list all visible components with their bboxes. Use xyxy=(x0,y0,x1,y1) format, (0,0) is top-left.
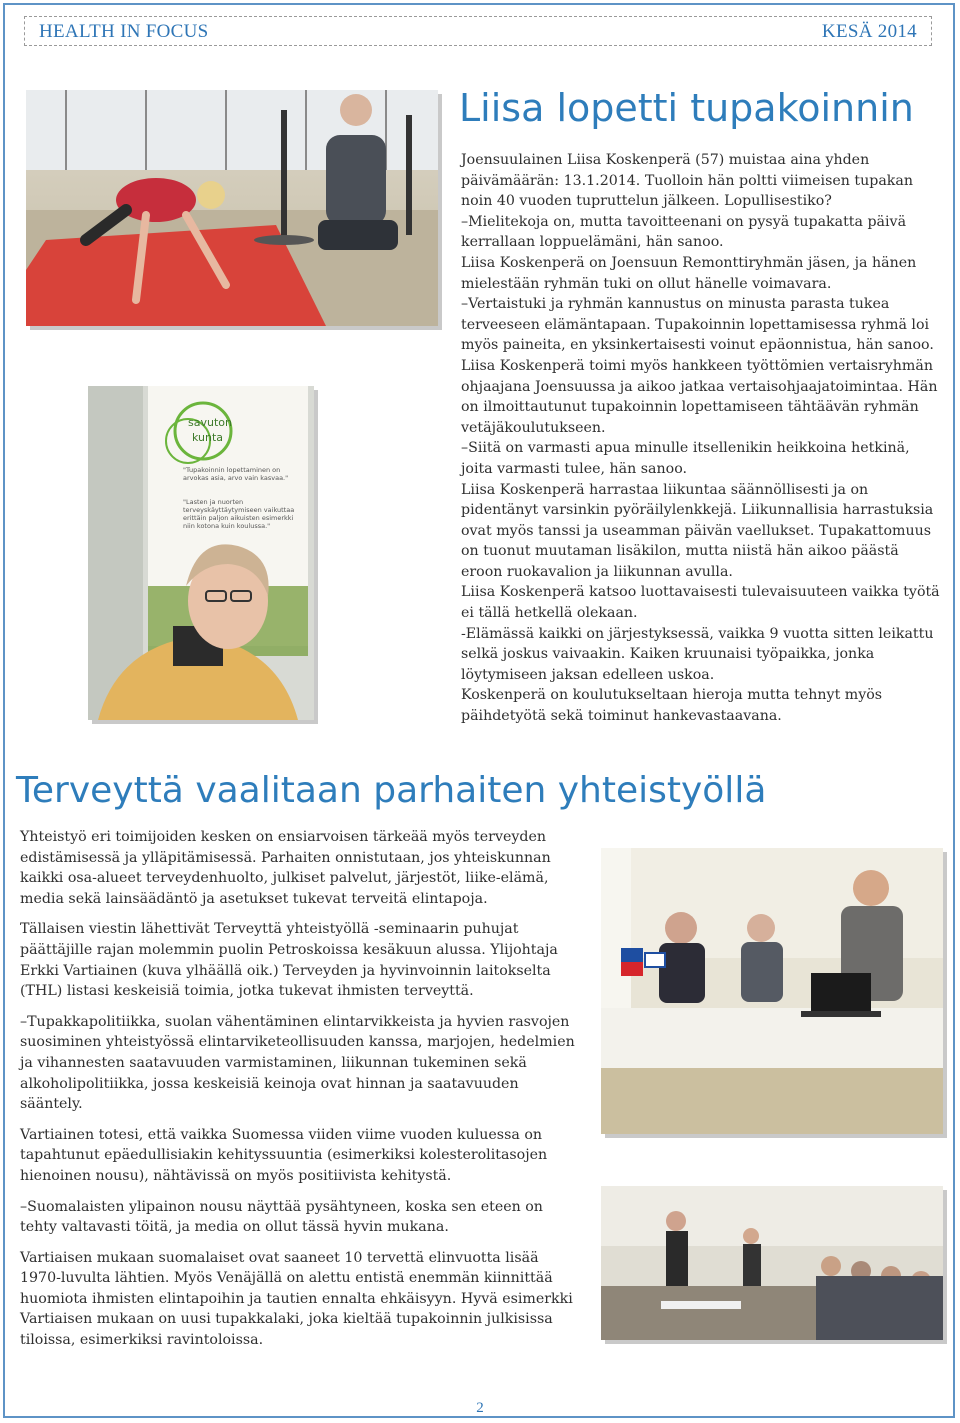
photo-portrait-illustration xyxy=(88,386,314,720)
article2-paragraph: –Tupakkapolitiikka, suolan vähentäminen elintarvikkeista ja hyvien rasvojen suosiminen yhteistyössä elintarviketeollisuuden kanssa, marjojen, hedelmien ja vihannesten saatavuuden varmistaminen, liikunnan tukeminen sekä alkoholipolitiikka, jossa keskeisiä keinoja ovat hinnan ja saatavuuden sääntely. xyxy=(20,1013,575,1113)
photo-seminar-audience xyxy=(601,1186,943,1340)
poster-logo-line1: savuton xyxy=(188,416,232,429)
photo-seminar-panel xyxy=(601,848,943,1134)
article1-paragraph: -Elämässä kaikki on järjestyksessä, vaikka 9 vuotta sitten leikattu selkä joskus vaivaakin. Kaiken kruunaisi työpaikka, jonka löytymiseen jaksan edelleen uskoa. xyxy=(461,625,934,683)
article1-paragraph: Liisa Koskenperä harrastaa liikuntaa säännöllisesti ja on pidentänyt varsinkin pyöräilylenkkejä. Liikunnallisia harrastuksia ovat myös tanssi ja useamman päivän vaellukset. Tupakattomuus on tuonut muutaman lisäkilon, mutta niistä hän aikoo päästä eroon ruokavalion ja liikunnan avulla. xyxy=(461,481,934,580)
photo-panel-illustration xyxy=(601,848,943,1134)
poster-quote-1: "Tupakoinnin lopettaminen on arvokas asia, arvo vain kasvaa." xyxy=(183,466,289,482)
article1-paragraph: Joensuulainen Liisa Koskenperä (57) muistaa aina yhden päivämäärän: 13.1.2014. Tuolloin hän poltti viimeisen tupakan noin 40 vuoden tupruttelun jälkeen. Lopullisestiko? xyxy=(461,152,913,210)
article1-paragraph: Liisa Koskenperä toimi myös hankkeen työttömien vertaisryhmän ohjaajana Joensuussa ja aikoo jatkaa vertaisohjaajatoimintaa. Hän on ilmoittautunut tupakoinnin lopettamiseen tähtäävän ryhmän vetäjäkoulutukseen. xyxy=(461,357,938,436)
article2-paragraph: Yhteistyö eri toimijoiden kesken on ensiarvoisen tärkeää myös terveyden edistämisessä ja ylläpitämisessä. Parhaiten onnistutaan, jos yhteiskunnan kaikki osa-alueet terveydenhuolto, julkiset palvelut, järjestöt, liike-elämä, media sekä lainsäädäntö ja asetukset tukevat terveitä elintapoja. xyxy=(20,829,551,907)
photo-exercise-illustration xyxy=(26,90,438,326)
article2-title: Terveyttä vaalitaan parhaiten yhteistyöllä xyxy=(16,770,767,811)
article1-title: Liisa lopetti tupakoinnin xyxy=(459,86,914,130)
page-header xyxy=(24,16,932,46)
photo-exercise-scene xyxy=(26,90,438,326)
poster-logo-line2: kunta xyxy=(192,431,224,444)
photo-portrait-poster xyxy=(88,386,314,720)
poster-quote-2: "Lasten ja nuorten terveyskäyttäytymiseen vaikuttaa erittäin paljon aikuisten esimerkki niin kotona kuin koulussa." xyxy=(183,498,295,530)
article2-body xyxy=(20,827,580,1351)
article1-paragraph: –Siitä on varmasti apua minulle itsellenikin heikkoina hetkinä, joita varmasti tulee, hän sanoo. xyxy=(461,440,910,477)
header-publication-name: HEALTH IN FOCUS xyxy=(39,21,209,42)
article1-paragraph: –Mielitekoja on, mutta tavoitteenani on pysyä tupakatta päivä kerrallaan loppuelämäni, hän sanoo. xyxy=(461,213,907,251)
article1-paragraph: –Vertaistuki ja ryhmän kannustus on minusta parasta tukea terveeseen elämäntapaan. Tupakoinnin lopettamisessa ryhmä loi myös paineita, en yksinkertaisesti voinut epäonnistua, hän sanoo. xyxy=(461,296,934,354)
article2-paragraph: Vartiaisen mukaan suomalaiset ovat saaneet 10 tervettä elinvuotta lisää 1970-luvulta lähtien. Myös Venäjällä on alettu entistä enemmän kiinnittää huomiota ihmisten elintapoihin ja tautien ennalta ehkäisyyn. Hyvä esimerkki Vartiaisen mukaan on uusi tupakkalaki, joka kieltää tupakoinnin julkisissa tiloissa, esimerkiksi ravintoloissa. xyxy=(20,1249,573,1349)
article1-body xyxy=(461,150,943,727)
article2-paragraph: Vartiainen totesi, että vaikka Suomessa viiden viime vuoden kuluessa on tapahtunut epäedullisiakin kehityssuuntia (esimerkiksi kolesterolitasojen hienoinen nousu), nähtävissä on myös positiivista kehitystä. xyxy=(20,1126,548,1184)
article1-paragraph: Koskenperä on koulutukseltaan hieroja mutta tehnyt myös päihdetyötä sekä toiminut hankevastaavana. xyxy=(461,687,883,725)
article1-paragraph: Liisa Koskenperä katsoo luottavaisesti tulevaisuuteen vaikka työtä ei tällä hetkellä olekaan. xyxy=(461,584,940,622)
article1-paragraph: Liisa Koskenperä on Joensuun Remonttiryhmän jäsen, ja hänen mielestään ryhmän tuki on ollut hänelle voimavara. xyxy=(461,254,917,292)
header-issue-date: KESÄ 2014 xyxy=(821,21,917,42)
page-number: 2 xyxy=(476,1400,484,1416)
article2-paragraph: Tällaisen viestin lähettivät Terveyttä yhteistyöllä -seminaarin puhujat päättäjille rajan molemmin puolin Petroskoissa kesäkuun alussa. Ylijohtaja Erkki Vartiainen (kuva ylhäällä oik.) Terveyden ja hyvinvoinnin laitokselta (THL) listasi keskeisiä toimia, jotka tukevat ihmisten terveyttä. xyxy=(20,921,558,1000)
photo-audience-illustration xyxy=(601,1186,943,1340)
article2-paragraph: –Suomalaisten ylipainon nousu näyttää pysähtyneen, koska sen eteen on tehty valtavasti töitä, ja media on ollut tässä hyvin mukana. xyxy=(20,1198,543,1236)
